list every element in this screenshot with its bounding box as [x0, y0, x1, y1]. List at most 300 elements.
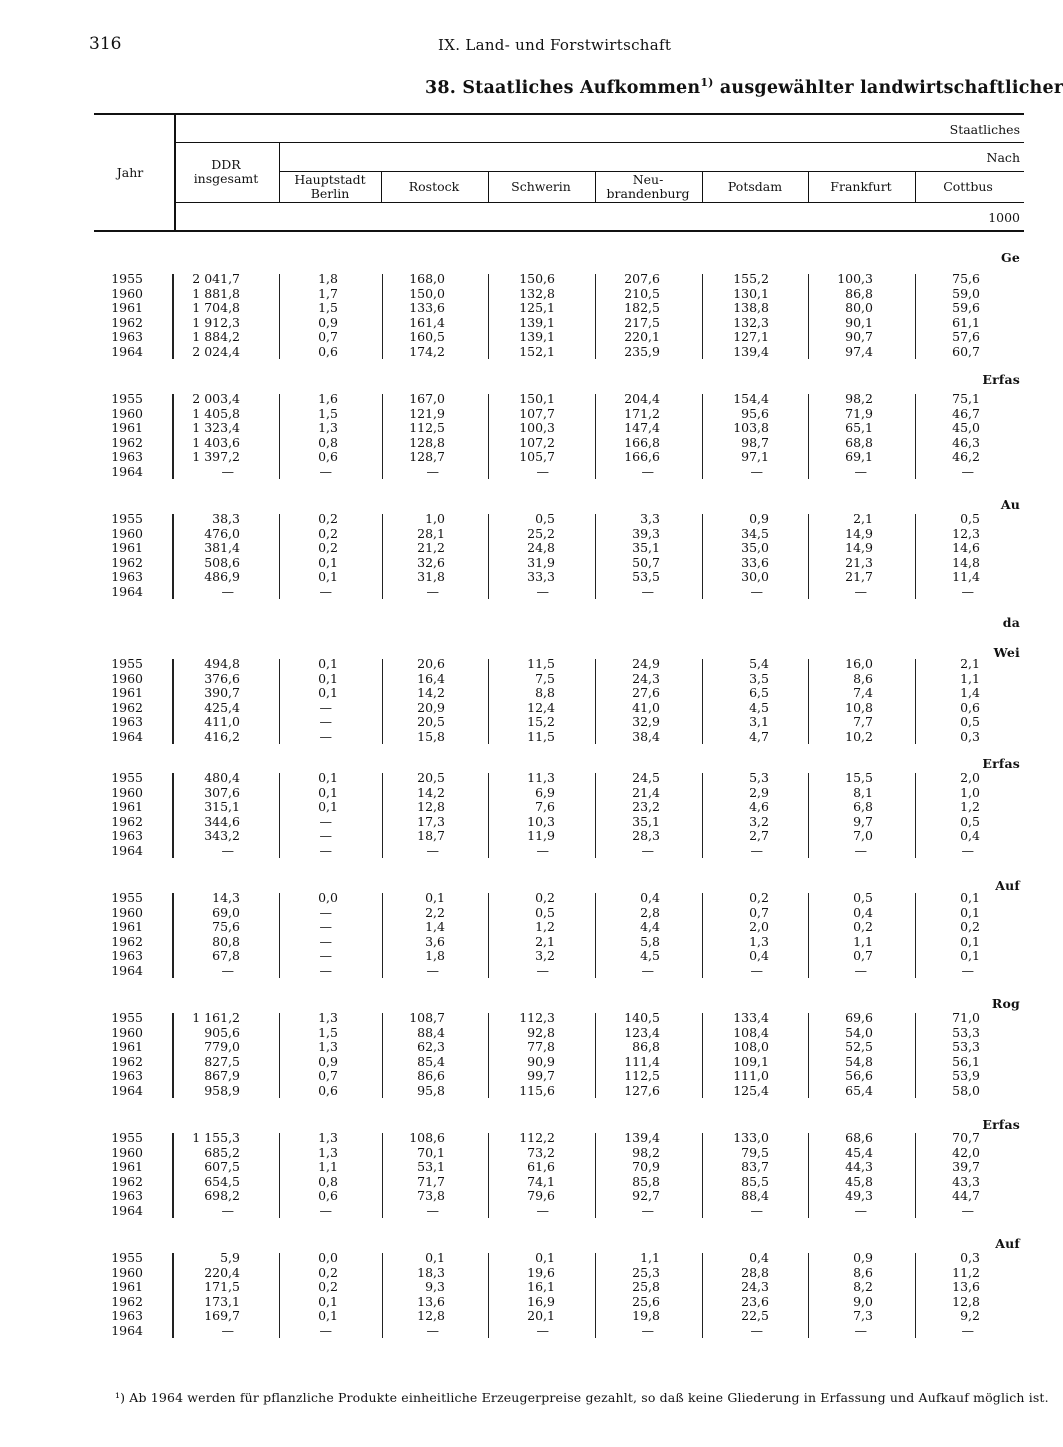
value-cell: 152,1 [519, 343, 555, 359]
value-cell: 2 024,4 [192, 343, 240, 359]
year-cell: 1955 [111, 890, 143, 905]
value-cell: 46,7 [952, 405, 980, 421]
value-cell: 13,6 [417, 1293, 445, 1309]
value-cell: 0,5 [535, 904, 555, 920]
value-cell: 12,8 [417, 799, 445, 814]
year-cell: 1962 [111, 1053, 143, 1069]
header-rostock: Rostock [408, 179, 460, 194]
value-cell: 139,4 [624, 1130, 660, 1145]
value-cell: 0,1 [318, 685, 338, 700]
value-cell: 32,6 [417, 554, 445, 570]
value-cell: 85,8 [632, 1173, 660, 1189]
header-schwerin: Schwerin [511, 179, 571, 194]
year-cell: 1961 [111, 685, 143, 700]
year-cell: 1964 [111, 583, 143, 599]
value-cell: 1,8 [318, 271, 338, 286]
table-row [0, 570, 1024, 585]
table-row [0, 392, 1024, 407]
value-cell: 2,1 [535, 933, 555, 949]
table-title-text: Staatliches Aufkommen [462, 77, 701, 98]
value-cell: 210,5 [624, 285, 660, 301]
value-cell: — [854, 1202, 867, 1218]
value-cell: 46,3 [952, 434, 980, 450]
value-cell: 0,2 [318, 525, 338, 541]
section-label: Auf [995, 1236, 1020, 1251]
value-cell: 150,6 [519, 271, 555, 286]
value-cell: 220,1 [624, 329, 660, 344]
year-cell: 1960 [111, 670, 143, 686]
table-row [0, 450, 1024, 465]
year-cell: 1964 [111, 842, 143, 858]
value-cell: 1,4 [425, 919, 445, 934]
value-cell: 8,6 [853, 670, 873, 686]
table-row [0, 301, 1024, 316]
value-cell: 0,7 [749, 904, 769, 920]
table-row [0, 906, 1024, 921]
value-cell: 1,5 [318, 1024, 338, 1040]
value-cell: 31,9 [527, 554, 555, 570]
value-cell: 100,3 [837, 271, 873, 286]
table-row [0, 844, 1024, 859]
value-cell: 54,8 [845, 1053, 873, 1069]
table-row [0, 436, 1024, 451]
value-cell: 16,1 [527, 1279, 555, 1294]
value-cell: 112,5 [409, 420, 445, 435]
value-cell: 75,1 [952, 391, 980, 406]
value-cell: 60,7 [952, 343, 980, 359]
value-cell: 140,5 [624, 1010, 660, 1025]
value-cell: 41,0 [632, 699, 660, 715]
value-cell: 147,4 [624, 420, 660, 435]
value-cell: — [319, 842, 332, 858]
value-cell: 8,2 [853, 1279, 873, 1294]
value-cell: — [426, 583, 439, 599]
value-cell: 23,2 [632, 799, 660, 814]
value-cell: 0,1 [318, 770, 338, 785]
value-cell: 127,6 [624, 1082, 660, 1098]
value-cell: — [750, 583, 763, 599]
value-cell: 98,2 [632, 1144, 660, 1160]
value-cell: — [319, 1202, 332, 1218]
header-ddr-line2: insgesamt [193, 171, 259, 186]
value-cell: 4,5 [749, 699, 769, 715]
value-cell: 68,6 [845, 1130, 873, 1145]
value-cell: — [536, 1202, 549, 1218]
value-cell: 128,8 [409, 434, 445, 450]
value-cell: 20,6 [417, 656, 445, 671]
value-cell: — [426, 1202, 439, 1218]
value-cell: — [750, 1322, 763, 1338]
value-cell: — [961, 463, 974, 479]
value-cell: 73,8 [417, 1188, 445, 1203]
value-cell: 53,3 [952, 1024, 980, 1040]
table-row [0, 1026, 1024, 1041]
year-cell: 1963 [111, 569, 143, 584]
value-cell: 0,7 [318, 1068, 338, 1083]
table-row [0, 421, 1024, 436]
table-row [0, 1146, 1024, 1161]
header-col-divider [488, 171, 489, 202]
value-cell: 1 397,2 [192, 449, 240, 464]
value-cell: 130,1 [733, 285, 769, 301]
value-cell: 0,6 [318, 449, 338, 464]
value-cell: — [536, 583, 549, 599]
value-cell: 6,5 [749, 685, 769, 700]
value-cell: 138,8 [733, 300, 769, 315]
value-cell: 698,2 [204, 1188, 240, 1203]
value-cell: 53,1 [417, 1159, 445, 1174]
value-cell: 9,2 [960, 1308, 980, 1323]
table-row [0, 330, 1024, 345]
value-cell: 56,1 [952, 1053, 980, 1069]
value-cell: 11,5 [527, 728, 555, 744]
value-cell: 98,2 [845, 391, 873, 406]
year-cell: 1955 [111, 1250, 143, 1265]
year-cell: 1961 [111, 540, 143, 555]
value-cell: 111,4 [624, 1053, 660, 1069]
value-cell: 1,3 [318, 1010, 338, 1025]
value-cell: 1 884,2 [192, 329, 240, 344]
table-row [0, 1189, 1024, 1204]
value-cell: 0,4 [749, 948, 769, 963]
value-cell: 0,7 [853, 948, 873, 963]
value-cell: 3,5 [749, 670, 769, 686]
value-cell: 11,9 [527, 828, 555, 843]
value-cell: 25,8 [632, 1279, 660, 1294]
value-cell: — [319, 728, 332, 744]
table-row [0, 556, 1024, 571]
value-cell: — [641, 1202, 654, 1218]
year-cell: 1960 [111, 1144, 143, 1160]
value-cell: 0,4 [640, 890, 660, 905]
table-row [0, 1175, 1024, 1190]
value-cell: 182,5 [624, 300, 660, 315]
value-cell: — [536, 463, 549, 479]
table-row [0, 829, 1024, 844]
table-title-number: 38. [425, 77, 457, 98]
table-row [0, 1069, 1024, 1084]
value-cell: 28,8 [741, 1264, 769, 1280]
header-neubrandenburg-line1: Neu- [632, 172, 664, 187]
value-cell: 45,8 [845, 1173, 873, 1189]
value-cell: — [641, 842, 654, 858]
value-cell: 20,1 [527, 1308, 555, 1323]
value-cell: 25,2 [527, 525, 555, 541]
header-col-divider [595, 171, 596, 202]
year-cell: 1960 [111, 525, 143, 541]
value-cell: 69,1 [845, 449, 873, 464]
table-row [0, 964, 1024, 979]
year-cell: 1964 [111, 728, 143, 744]
value-cell: — [319, 583, 332, 599]
year-cell: 1955 [111, 271, 143, 286]
year-cell: 1963 [111, 1068, 143, 1083]
table-row [0, 1131, 1024, 1146]
value-cell: 344,6 [204, 813, 240, 829]
value-cell: 167,0 [409, 391, 445, 406]
value-cell: 307,6 [204, 784, 240, 800]
value-cell: 168,0 [409, 271, 445, 286]
table-row [0, 316, 1024, 331]
value-cell: 7,4 [853, 685, 873, 700]
table-row [0, 800, 1024, 815]
table-row [0, 920, 1024, 935]
header-cottbus: Cottbus [943, 179, 993, 194]
value-cell: — [221, 583, 234, 599]
value-cell: 0,9 [749, 511, 769, 526]
value-cell: 107,2 [519, 434, 555, 450]
year-cell: 1963 [111, 714, 143, 729]
value-cell: 20,5 [417, 770, 445, 785]
value-cell: 108,4 [733, 1024, 769, 1040]
value-cell: 486,9 [204, 569, 240, 584]
value-cell: 160,5 [409, 329, 445, 344]
value-cell: 0,6 [318, 1082, 338, 1098]
value-cell: 39,7 [952, 1159, 980, 1174]
year-cell: 1963 [111, 828, 143, 843]
value-cell: 19,8 [632, 1308, 660, 1323]
value-cell: 0,1 [960, 948, 980, 963]
value-cell: 343,2 [204, 828, 240, 843]
table-row [0, 1266, 1024, 1281]
value-cell: 38,4 [632, 728, 660, 744]
year-cell: 1963 [111, 1188, 143, 1203]
value-cell: 86,6 [417, 1068, 445, 1083]
value-cell: — [641, 1322, 654, 1338]
value-cell: 9,3 [425, 1279, 445, 1294]
value-cell: 480,4 [204, 770, 240, 785]
year-cell: 1960 [111, 405, 143, 421]
value-cell: — [319, 699, 332, 715]
value-cell: 0,8 [318, 1173, 338, 1189]
value-cell: 30,0 [741, 569, 769, 584]
value-cell: 13,6 [952, 1279, 980, 1294]
value-cell: 125,4 [733, 1082, 769, 1098]
value-cell: 1 704,8 [192, 300, 240, 315]
header-ddr [180, 158, 272, 186]
value-cell: 1 161,2 [192, 1010, 240, 1025]
table-row [0, 465, 1024, 480]
value-cell: 86,8 [632, 1039, 660, 1054]
value-cell: 90,7 [845, 329, 873, 344]
value-cell: 139,4 [733, 343, 769, 359]
value-cell: — [536, 1322, 549, 1338]
value-cell: 0,5 [960, 714, 980, 729]
header-col-divider [381, 171, 382, 202]
value-cell: — [221, 962, 234, 978]
header-col-divider [915, 171, 916, 202]
table-title-rest: ausgewählter landwirtschaftlicher [719, 77, 1063, 98]
value-cell: 0,9 [318, 1053, 338, 1069]
value-cell: 24,8 [527, 540, 555, 555]
section-label: Erfas [982, 756, 1020, 771]
value-cell: — [641, 583, 654, 599]
value-cell: 95,6 [741, 405, 769, 421]
value-cell: 70,7 [952, 1130, 980, 1145]
header-hauptstadt-line2: Berlin [310, 186, 350, 201]
value-cell: — [961, 962, 974, 978]
value-cell: 8,8 [535, 685, 555, 700]
value-cell: 494,8 [204, 656, 240, 671]
value-cell: 4,5 [640, 948, 660, 963]
year-cell: 1960 [111, 285, 143, 301]
value-cell: 5,8 [640, 933, 660, 949]
page-number: 316 [89, 34, 122, 54]
value-cell: — [854, 962, 867, 978]
value-cell: 83,7 [741, 1159, 769, 1174]
value-cell: 14,6 [952, 540, 980, 555]
value-cell: 0,1 [318, 670, 338, 686]
value-cell: 11,3 [527, 770, 555, 785]
section-label: Erfas [982, 372, 1020, 387]
value-cell: 32,9 [632, 714, 660, 729]
table-row [0, 407, 1024, 422]
year-cell: 1960 [111, 784, 143, 800]
value-cell: 58,0 [952, 1082, 980, 1098]
value-cell: 1,3 [318, 1130, 338, 1145]
value-cell: 92,8 [527, 1024, 555, 1040]
value-cell: 0,1 [425, 890, 445, 905]
value-cell: 1 403,6 [192, 434, 240, 450]
value-cell: 381,4 [204, 540, 240, 555]
value-cell: 71,0 [952, 1010, 980, 1025]
value-cell: 0,2 [960, 919, 980, 934]
year-cell: 1961 [111, 919, 143, 934]
value-cell: 0,6 [318, 1188, 338, 1203]
year-cell: 1955 [111, 770, 143, 785]
value-cell: 20,9 [417, 699, 445, 715]
value-cell: 0,1 [318, 554, 338, 570]
value-cell: 27,6 [632, 685, 660, 700]
value-cell: 411,0 [204, 714, 240, 729]
value-cell: 1,3 [318, 1144, 338, 1160]
value-cell: — [750, 463, 763, 479]
value-cell: 3,2 [535, 948, 555, 963]
value-cell: 11,5 [527, 656, 555, 671]
table-row [0, 1251, 1024, 1266]
table-row [0, 272, 1024, 287]
value-cell: 9,0 [853, 1293, 873, 1309]
value-cell: 0,6 [318, 343, 338, 359]
section-label: Ge [1000, 250, 1020, 265]
value-cell: 174,2 [409, 343, 445, 359]
value-cell: 57,6 [952, 329, 980, 344]
value-cell: 0,2 [318, 511, 338, 526]
year-cell: 1961 [111, 1279, 143, 1294]
value-cell: 3,2 [749, 813, 769, 829]
value-cell: 107,7 [519, 405, 555, 421]
header-jahr-divider [174, 113, 176, 230]
value-cell: 88,4 [741, 1188, 769, 1203]
value-cell: 33,6 [741, 554, 769, 570]
value-cell: 4,7 [749, 728, 769, 744]
value-cell: 0,1 [960, 933, 980, 949]
value-cell: 315,1 [204, 799, 240, 814]
table-title [425, 76, 1063, 98]
header-unit: 1000 [988, 210, 1020, 225]
value-cell: 1,6 [318, 391, 338, 406]
value-cell: 15,8 [417, 728, 445, 744]
value-cell: 23,6 [741, 1293, 769, 1309]
value-cell: 35,1 [632, 813, 660, 829]
value-cell: 3,3 [640, 511, 660, 526]
value-cell: 169,7 [204, 1308, 240, 1323]
value-cell: 80,8 [212, 933, 240, 949]
table-row [0, 715, 1024, 730]
year-cell: 1961 [111, 1039, 143, 1054]
value-cell: 133,4 [733, 1010, 769, 1025]
section-label: Erfas [982, 1117, 1020, 1132]
value-cell: 67,8 [212, 948, 240, 963]
value-cell: 43,3 [952, 1173, 980, 1189]
value-cell: 958,9 [204, 1082, 240, 1098]
value-cell: 70,9 [632, 1159, 660, 1174]
year-cell: 1964 [111, 1082, 143, 1098]
value-cell: — [319, 813, 332, 829]
value-cell: 31,8 [417, 569, 445, 584]
value-cell: 685,2 [204, 1144, 240, 1160]
value-cell: 1 912,3 [192, 314, 240, 330]
value-cell: 0,1 [318, 1308, 338, 1323]
value-cell: 1,3 [749, 933, 769, 949]
value-cell: 0,0 [318, 1250, 338, 1265]
value-cell: 5,9 [220, 1250, 240, 1265]
value-cell: 8,6 [853, 1264, 873, 1280]
header-frankfurt: Frankfurt [830, 179, 892, 194]
value-cell: — [854, 1322, 867, 1338]
value-cell: 108,0 [733, 1039, 769, 1054]
table-row [0, 1160, 1024, 1175]
value-cell: 4,6 [749, 799, 769, 814]
header-top-rule [94, 113, 1024, 115]
value-cell: 0,2 [853, 919, 873, 934]
value-cell: 0,5 [960, 511, 980, 526]
table-row [0, 1295, 1024, 1310]
value-cell: 14,9 [845, 525, 873, 541]
value-cell: 0,9 [318, 314, 338, 330]
year-cell: 1960 [111, 1024, 143, 1040]
value-cell: — [961, 583, 974, 599]
table-row [0, 1084, 1024, 1099]
year-cell: 1964 [111, 1322, 143, 1338]
value-cell: — [319, 463, 332, 479]
value-cell: 112,2 [519, 1130, 555, 1145]
value-cell: 4,4 [640, 919, 660, 934]
value-cell: 1,8 [425, 948, 445, 963]
value-cell: 0,1 [535, 1250, 555, 1265]
value-cell: 59,6 [952, 300, 980, 315]
value-cell: 139,1 [519, 314, 555, 330]
section-label: Au [1000, 497, 1020, 512]
value-cell: 125,1 [519, 300, 555, 315]
value-cell: 71,7 [417, 1173, 445, 1189]
section-label: Rog [991, 996, 1020, 1011]
value-cell: 1,0 [425, 511, 445, 526]
value-cell: — [961, 842, 974, 858]
value-cell: 1,3 [318, 1039, 338, 1054]
value-cell: 0,6 [960, 699, 980, 715]
value-cell: 25,3 [632, 1264, 660, 1280]
value-cell: 8,1 [853, 784, 873, 800]
value-cell: — [854, 463, 867, 479]
value-cell: — [750, 962, 763, 978]
value-cell: 171,5 [204, 1279, 240, 1294]
table-row [0, 771, 1024, 786]
value-cell: 42,0 [952, 1144, 980, 1160]
value-cell: 127,1 [733, 329, 769, 344]
value-cell: 24,3 [741, 1279, 769, 1294]
year-cell: 1964 [111, 463, 143, 479]
